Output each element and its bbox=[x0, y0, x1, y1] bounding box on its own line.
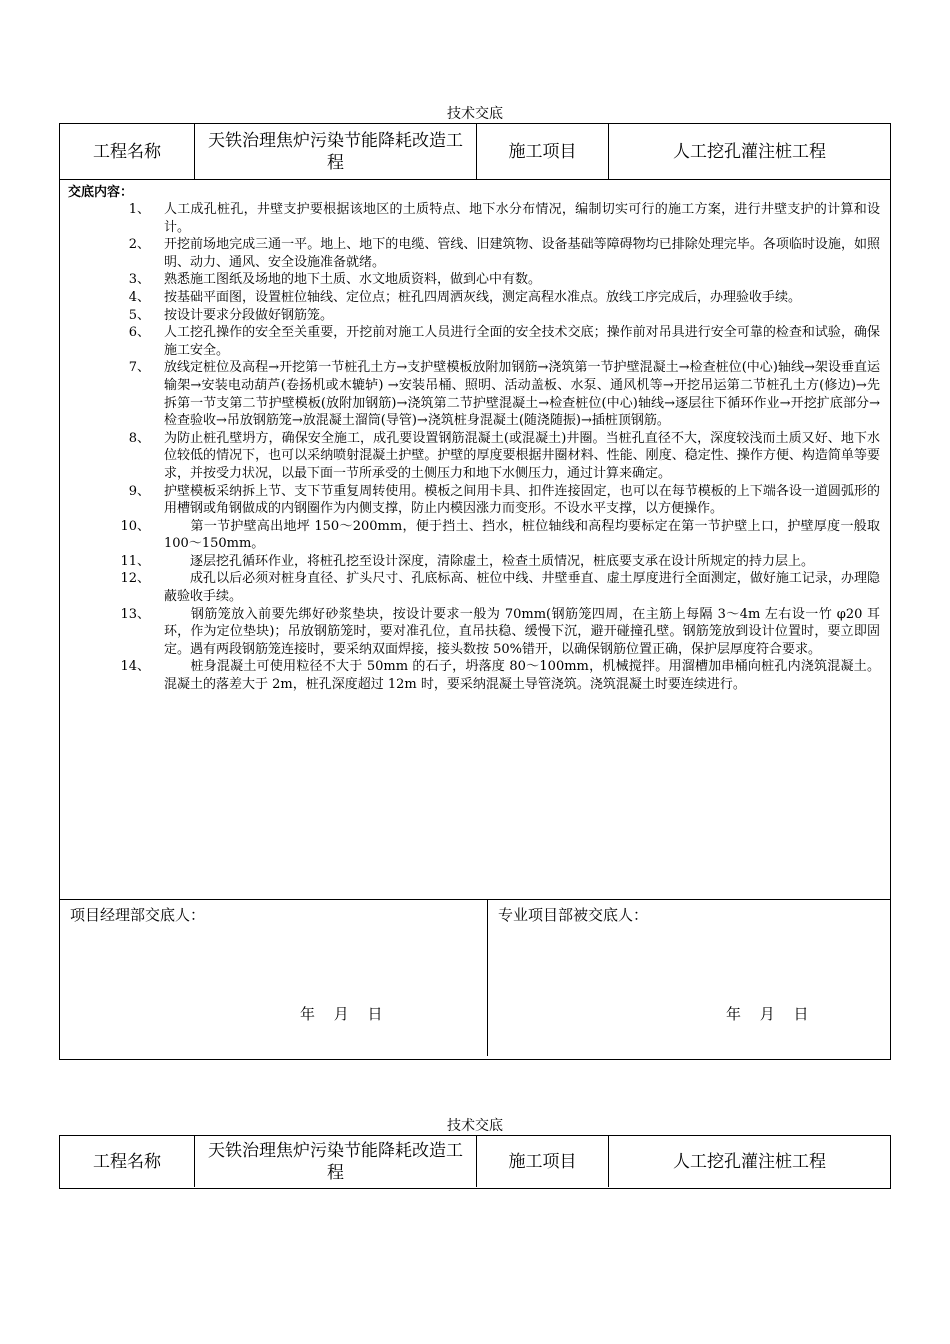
work-item-label: 施工项目 bbox=[477, 1136, 609, 1187]
content-item-list bbox=[68, 201, 880, 694]
recipient-label: 专业项目部被交底人： bbox=[498, 906, 649, 924]
form-header-page2 bbox=[60, 1136, 890, 1187]
list-item bbox=[68, 236, 880, 271]
item-text: 桩身混凝土可使用粒径不大于 50mm 的石子，坍落度 80～100mm，机械搅拌。用溜槽加串桶向桩孔内浇筑混凝土。混凝土的落差大于 2m，桩孔深度超过 12m 时，要采纳混凝土导管浇筑。浇筑混凝土时要连续进行。 bbox=[164, 659, 880, 693]
item-text: 按设计要求分段做好钢筋笼。 bbox=[164, 307, 334, 323]
work-item-label: 施工项目 bbox=[477, 124, 609, 179]
work-item-value: 人工挖孔灌注桩工程 bbox=[673, 141, 826, 162]
recipient-cell bbox=[488, 900, 890, 1056]
item-text: 成孔以后必须对桩身直径、扩头尺寸、孔底标高、桩位中线、井壁垂直、虚土厚度进行全面测定，做好施工记录，办理隐蔽验收手续。 bbox=[164, 571, 880, 605]
item-text: 钢筋笼放入前要先绑好砂浆垫块，按设计要求一般为 70mm(钢筋笼四周，在主筋上每隔 3～4m 左右设一竹 φ20 耳环，作为定位垫块)；吊放钢筋笼时，要对准孔位，直吊扶稳、缓慢下沉，避开碰撞孔壁。钢筋笼放到设计位置时，要立即固定。遇有两段钢筋笼连接时，要采纳双面焊接，接头数按 50%错开，以确保钢筋位置正确，保护层厚度符合要求。 bbox=[164, 606, 880, 657]
list-item bbox=[68, 658, 880, 693]
project-name-value: 天铁治理焦炉污染节能降耗改造工程 bbox=[195, 124, 477, 179]
list-item bbox=[68, 430, 880, 483]
item-text: 为防止桩孔壁坍方，确保安全施工，成孔要设置钢筋混凝土(或混凝土)井圈。当桩孔直径不大，深度较浅而土质又好、地下水位较低的情况下，也可以采纳喷射混凝土护壁。护壁的厚度要根据井圈材料、性能、刚度、稳定性、操作方便、构造简单等要求，并按受力状况，以最下面一节所承受的土侧压力和地下水侧压力，通过计算来确定。 bbox=[164, 430, 880, 481]
item-text: 人工成孔桩孔，井壁支护要根据该地区的土质特点、地下水分布情况，编制切实可行的施工方案，进行井壁支护的计算和设计。 bbox=[164, 202, 880, 235]
disclosure-content bbox=[60, 179, 890, 899]
list-item bbox=[68, 553, 880, 571]
signature-section bbox=[60, 899, 890, 1056]
document-title: 技术交底 bbox=[447, 106, 503, 122]
document-title-page2: 技术交底 bbox=[447, 1118, 503, 1134]
item-text: 开挖前场地完成三通一平。地上、地下的电缆、管线、旧建筑物、设备基础等障碍物均已排除处理完毕。各项临时设施，如照明、动力、通风、安全设施准备就绪。 bbox=[164, 237, 880, 270]
form-header bbox=[60, 124, 890, 179]
disclosure-form-page2 bbox=[59, 1135, 891, 1189]
item-number: 7、 bbox=[128, 360, 150, 376]
list-item bbox=[68, 483, 880, 518]
item-text: 逐层挖孔循环作业，将桩孔挖至设计深度，清除虚土，检查土质情况，桩底要支承在设计所规定的持力层上。 bbox=[164, 553, 815, 569]
item-number: 10、 bbox=[120, 518, 150, 534]
list-item bbox=[68, 570, 880, 605]
project-name-value: 天铁治理焦炉污染节能降耗改造工程 bbox=[195, 1136, 477, 1187]
item-text: 放线定桩位及高程→开挖第一节桩孔土方→支护壁模板放附加钢筋→浇筑第一节护壁混凝土→检查桩位(中心)轴线→架设垂直运输架→安装电动葫芦(卷扬机或木辘轳) →安装吊桶、照明、活动盖板、水泵、通风机等→开挖吊运第二节桩孔土方(修边)→先拆第一节支第二节护壁模板(放附加钢筋)→浇筑第二节护壁混凝土→检查桩位(中心)轴线→逐层往下循环作业→开挖扩底部分→检查验收→吊放钢筋笼→放混凝土溜筒(导管)→浇筑桩身混凝土(随浇随振)→插桩顶钢筋。 bbox=[164, 360, 880, 429]
list-item bbox=[68, 307, 880, 325]
item-text: 护壁模板采纳拆上节、支下节重复周转使用。模板之间用卡具、扣件连接固定，也可以在每节模板的上下端各设一道圆弧形的用槽钢或角钢做成的内钢圈作为内侧支撑，防止内模因涨力而变形。不设水平支撑，以方便操作。 bbox=[164, 483, 880, 517]
discloser-date: 年 月 日 bbox=[300, 1005, 383, 1023]
list-item bbox=[68, 359, 880, 429]
item-number: 1、 bbox=[128, 202, 150, 217]
item-number: 4、 bbox=[128, 289, 150, 305]
recipient-date: 年 月 日 bbox=[726, 1005, 809, 1023]
work-item-value: 人工挖孔灌注桩工程 bbox=[673, 1151, 826, 1172]
item-text: 第一节护壁高出地坪 150～200mm，便于挡土、挡水，桩位轴线和高程均要标定在第一节护壁上口，护壁厚度一般取 100～150mm。 bbox=[164, 518, 880, 552]
item-number: 8、 bbox=[128, 430, 150, 446]
item-number: 2、 bbox=[128, 237, 150, 253]
item-text: 人工挖孔操作的安全至关重要，开挖前对施工人员进行全面的安全技术交底；操作前对吊具进行安全可靠的检查和试验，确保施工安全。 bbox=[164, 325, 880, 358]
item-number: 3、 bbox=[128, 272, 150, 288]
item-text: 按基础平面图，设置桩位轴线、定位点；桩孔四周洒灰线，测定高程水准点。放线工序完成后，办理验收手续。 bbox=[164, 289, 802, 305]
item-number: 9、 bbox=[128, 483, 150, 499]
discloser-label: 项目经理部交底人： bbox=[70, 906, 206, 924]
project-name-label: 工程名称 bbox=[60, 124, 195, 179]
item-number: 11、 bbox=[120, 553, 150, 569]
item-number: 13、 bbox=[120, 606, 150, 622]
item-number: 14、 bbox=[120, 659, 150, 675]
list-item bbox=[68, 271, 880, 289]
list-item bbox=[68, 324, 880, 359]
list-item bbox=[68, 289, 880, 307]
item-number: 12、 bbox=[120, 571, 150, 587]
project-name-label: 工程名称 bbox=[60, 1136, 195, 1187]
item-number: 6、 bbox=[128, 325, 150, 341]
list-item bbox=[68, 518, 880, 553]
disclosure-form bbox=[59, 123, 891, 1060]
content-label: 交底内容： bbox=[68, 185, 134, 200]
item-text: 熟悉施工图纸及场地的地下土质、水文地质资料，做到心中有数。 bbox=[164, 272, 542, 288]
discloser-cell bbox=[60, 900, 488, 1056]
list-item bbox=[68, 201, 880, 236]
item-number: 5、 bbox=[128, 307, 150, 323]
list-item bbox=[68, 606, 880, 659]
